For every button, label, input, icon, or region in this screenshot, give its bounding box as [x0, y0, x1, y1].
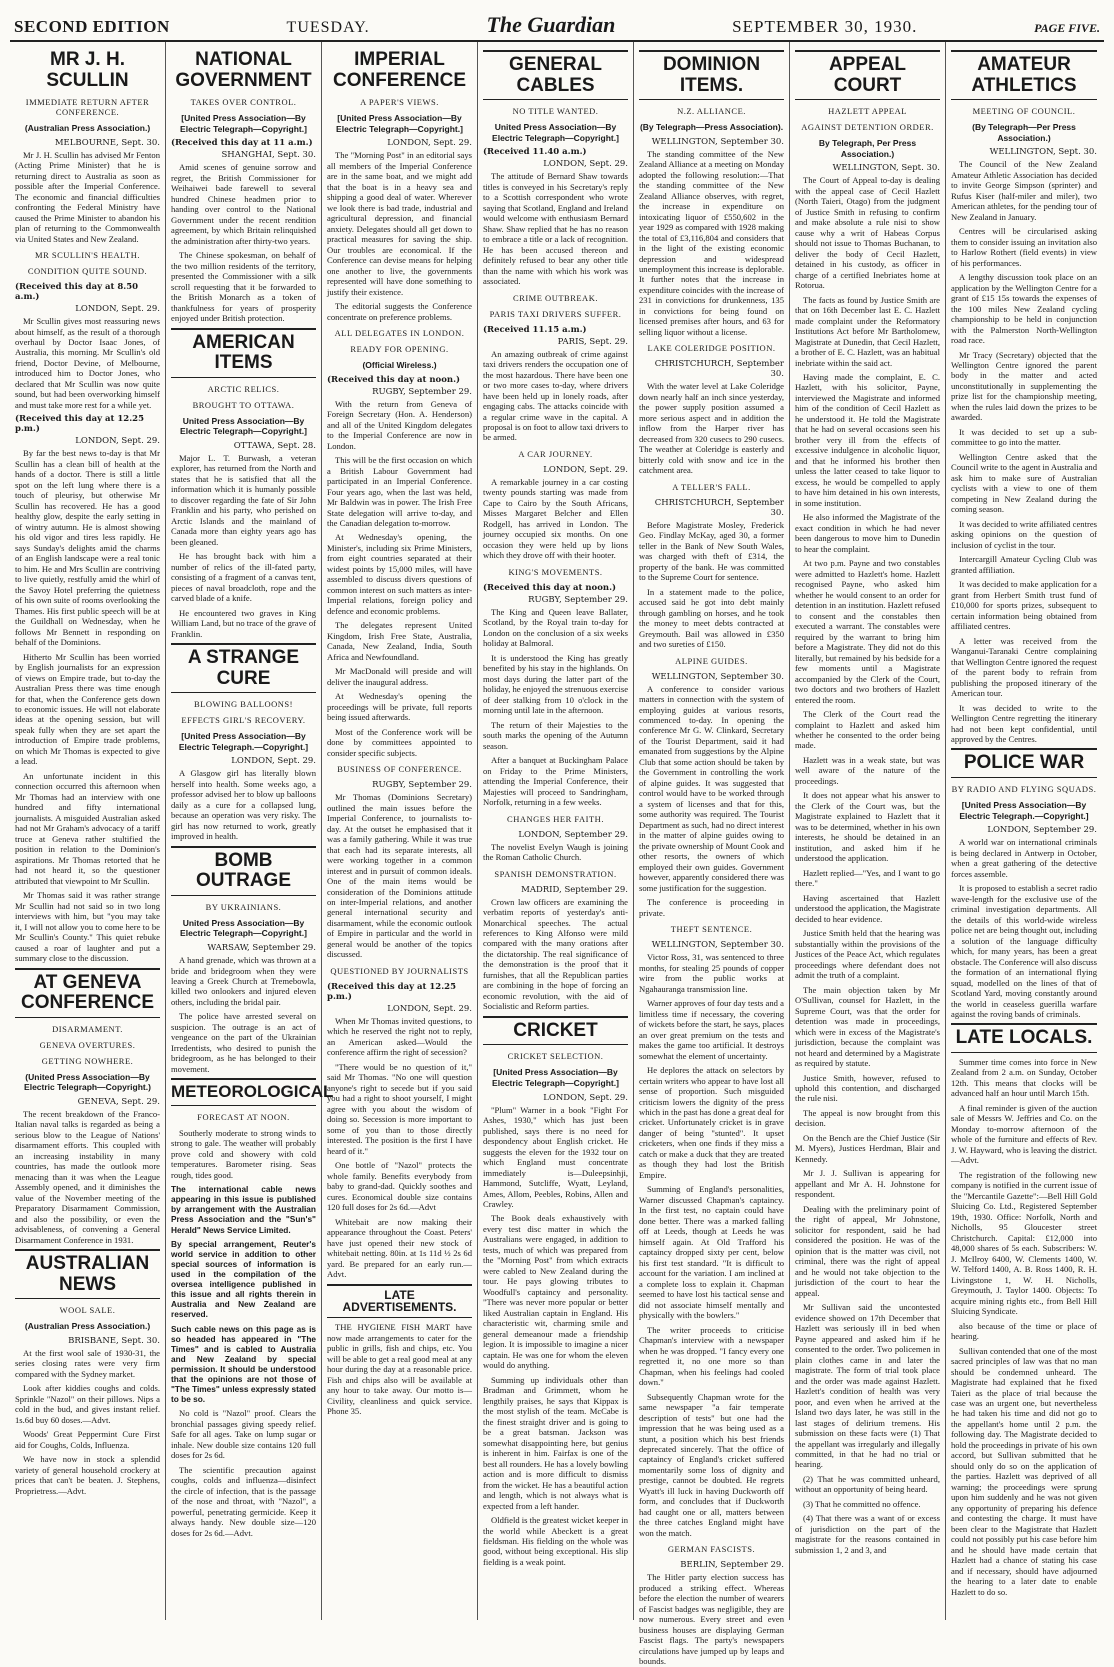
dateline: WELLINGTON, Sept. 30.: [989, 147, 1097, 158]
subhead: KING'S MOVEMENTS.: [508, 566, 603, 577]
paragraph: The return of their Majesties to the south marks the opening of the Autumn season.: [483, 719, 628, 751]
received-note: (Received this day at noon.): [483, 582, 617, 593]
headline-national-government: NATIONAL GOVERNMENT: [175, 49, 312, 91]
paragraph: Amid scenes of genuine sorrow and regret, the British Commissioner for Weihaiwei bade farewell to several hundred Chinese headmen prior to handing over control to the National Government under the recent rendition agreement, by which Britain relinquished the administration after thirty-two years.: [171, 162, 316, 246]
dateline: LONDON, Sept. 29.: [75, 304, 160, 315]
paragraph: The registration of the following new company is notified in the current issue of the "Mercantile Gazette":—Bell Hill Gold Sluicing Co. Ltd., Registered September 19th, 1930. Office: Norfolk, North and Nicholls, 95 Gloucester street Christchurch. Capital: £12,000 into 48,000 shares of 5s each. Subscribers: W. J. McIlroy 6400, W. Clements 1400, W. W. Telford 1400, A. B. Ross 1400, R. H. Livingstone 1, W. H. Nicholls, Greymouth, J. Taylor 1400. Objects: To acquire mining rights etc., from Bell Hill Sluicing Syndicate.: [951, 1169, 1097, 1317]
headline-scullin: MR J. H. SCULLIN: [46, 49, 129, 91]
subhead: BY UKRAINIANS.: [205, 901, 282, 912]
received-note: (Received this day at 8.50 a.m.): [15, 282, 139, 303]
paragraph: also because of the time or place of hearing.: [951, 1320, 1097, 1342]
paragraph: Having ascertained that Hazlett understood the application, the Magistrate decided to hear evidence.: [795, 892, 940, 924]
credit-line: [United Press Association—By Electric Telegraph—Copyright.]: [336, 113, 463, 134]
advertisement: One bottle of "Nazol" protects the whole family. Benefits everybody from baby to grand-dad. Quickly soothes and cures. Economical double size contains 120 full doses for 2s 6d.—Advt: [327, 1160, 472, 1213]
dateline: RUGBY, September 29.: [372, 780, 472, 791]
paragraph: Intercargill Amateur Cycling Club was granted affiliation.: [951, 554, 1097, 575]
paragraph: The delegates represent United Kingdom, Irish Free State, Australia, Canada, New Zealand, India, South Africa and Newfoundland.: [327, 620, 472, 662]
column-1: [10, 42, 166, 1620]
paragraph: The attitude of Bernard Shaw towards titles is conveyed in his Secretary's reply to a Scottish correspondent who wrote saying that Scotland, England and Ireland would welcome with enthusiasm Bernard Shaw. Shaw replied that he has no reason to embrace a title or a lack of recognition. He has been accused thereon and definitely refused to bear any other title than the name with which his work was associated.: [483, 171, 628, 287]
dateline: MELBOURNE, Sept. 30.: [54, 137, 160, 148]
paragraph: (2) That he was committed unheard, without an opportunity of being heard.: [795, 1473, 940, 1495]
notice: Such cable news on this page as is so headed has appeared in "The Times" and is cabled to Australia and New Zealand by special permission. It should be understood that the opinions are not those of "The Times" unless expressly stated to be so.: [171, 1323, 316, 1405]
dateline: WELLINGTON, September 30.: [651, 136, 784, 147]
issue-day: TUESDAY.: [286, 19, 370, 36]
paragraph: Mr Scullin gives most reassuring news about himself, as the result of a thorough overhaul by Doctor Isaac Jones, of Australia, this morning. Mr Scullin's old friend, Doctor Devine, of Melbourne, introduced him to Doctor Jones, who declared that Mr Scullin was now quite sound, but had been overworking himself and must take more rest for a while yet.: [15, 316, 160, 410]
credit-line: (United Press Association—By Electric Telegraph—Copyright.): [24, 1071, 151, 1093]
paragraph: Justice Smith, however, refused to uphold this contention, and discharged the rule nisi.: [795, 1072, 940, 1104]
paragraph: Southerly moderate to strong winds to strong to gale. The weather will probably prove cold and showery with cold temperatures. Barometer rising. Seas rough, tides good.: [171, 1127, 316, 1180]
paragraph: The Clerk of the Court read the complaint to Hazlett and asked him whether he consented to the order being made.: [795, 709, 940, 751]
edition-label: SECOND EDITION: [14, 17, 170, 36]
dateline: PARIS, Sept. 29.: [557, 336, 628, 347]
paragraph: Mr Thomas (Dominions Secretary) outlined the main issues before the Imperial Conference, to journalists to-day. At the outset he emphasised that it was a family gathering. While it was true that each had its separate interests, all were working together in a common interest and in pursuit of common ideals. One of the main items would be consideration of the Dominions attitude on inter-Imperial relations, and another general international security and disarmament, while the economic outlook of Empire in particular and the world in general would be another of the topics discussed.: [327, 792, 472, 960]
column-4: [478, 42, 634, 1620]
subhead: LAKE COLERIDGE POSITION.: [647, 343, 776, 354]
paragraph: The appeal is now brought from this decision.: [795, 1107, 940, 1129]
subhead: MEETING OF COUNCIL.: [972, 106, 1076, 117]
subhead: FORECAST AT NOON.: [197, 1111, 290, 1122]
paragraph: At Wednesday's opening, the Minister's, including six Prime Ministers, from eight countries separated at their widest points by 15,000 miles, will have assembled to discuss divers questions of common interest on such matters as inter-Imperial relations, foreign policy and defence and economic problems.: [327, 532, 472, 616]
credit-line: United Press Association—By Electric Telegraph—Copyright.]: [180, 415, 307, 437]
paragraph: He also informed the Magistrate of the exact condition in which he had never been dangerous to move him to Dunedin to hear the complaint.: [795, 512, 940, 554]
subhead: CRIME OUTBREAK.: [513, 292, 598, 303]
dateline: WELLINGTON, September 30.: [651, 940, 784, 951]
paragraph: Warner approves of four day tests and a limitless time if necessary, the covering of wickets before the start, he says, places an over great premium on the tests and makes the game too artificial. It destroys somewhat the element of uncertainty.: [639, 998, 784, 1061]
paragraph: Hazlett replied—"Yes, and I want to go there.": [795, 867, 940, 889]
paragraph: The police have arrested several on suspicion. The outrage is an act of vengeance on the part of the Ukrainian Irredentists, who desired to punish the bridegroom, as he has belonged to their movement.: [171, 1011, 316, 1074]
paragraph: Crown law officers are examining the verbatim reports of yesterday's anti-Monarchical speeches. The actual references to King Alfonso were mild compared with the many orations after the dictatorship. The real significance of the demonstration is the proof that it furnishes, that all the Republican parties are combining in the hope of forcing an economic revolution, with the aid of Socialistic and Reform parties.: [483, 896, 628, 1012]
paragraph: The "Morning Post" in an editorial says all members of the Imperial Conference are in the same boat, and we might add that the boat is in a heavy sea and shipping a good deal of water. Wherever we look there is bad trade, industrial and agricultural depression, and financial anxiety. Delegates should all get down to practical measures for saving the ship. Our troubles are economical. If the Conference can devise means for helping one another to live, the governments represented will have done something to justify their existence.: [327, 150, 472, 297]
subhead: READY FOR OPENING.: [350, 344, 449, 355]
page-number: PAGE FIVE.: [1034, 21, 1100, 35]
advertisement: Whitebait are now making their appearance throughout the Coast. Peters' have just opened their new stock of whitebait netting. 80in. at 1s 11d ½ 2s 6d yard. Be prepared for an early run.—Advt.: [327, 1216, 472, 1280]
masthead: [10, 8, 1104, 42]
paragraph: The main objection taken by Mr O'Sullivan, counsel for Hazlett, in the Supreme Court, was that the order for detention was made in proceedings, which were in excess of the Magistrate's jurisdiction, because the complaint was not heard and determined by a Magistrate as required by statute.: [795, 984, 940, 1069]
headline-amateur-athletics: AMATEUR ATHLETICS: [951, 50, 1097, 100]
subhead: BY RADIO AND FLYING SQUADS.: [951, 783, 1097, 794]
advertisement: We have now in stock a splendid variety of general household crockery at prices that can't be beaten. J. Stephens, Proprietress.—Advt.: [15, 1454, 160, 1496]
paragraph: Summing up individuals other than Bradman and Grimmett, whom he lengthily praises, he says that Kippax is the most stylish of the team. McCabe is the finest straight driver and is going to be a great batsman. Jackson was somewhat disappointing here, but genius is inherent in him. Fairfax is one of the best all rounders. He has a lovely bowling action and is more difficult to dismiss from the wicket. He has a beautiful action and length, which is not always what is expected from a left hander.: [483, 1374, 628, 1511]
dateline: SHANGHAI, Sept. 30.: [221, 150, 316, 161]
headline-late-locals: LATE LOCALS.: [951, 1023, 1097, 1053]
headline-geneva: AT GENEVA CONFERENCE: [15, 968, 160, 1018]
dateline: LONDON, September 29.: [518, 829, 628, 840]
paragraph: The editorial suggests the Conference concentrate on preference problems.: [327, 301, 472, 322]
paragraph: "Plum" Warner in a book "Fight For Ashes, 1930," which has just been published, says there is no need for despondency about English cricket. He suggests the eleven for the 1932 tour on which England must concentrate immediately is—Duleepsinhji, Hammond, Sutcliffe, Wyatt, Leyland, Ames, Allom, Peebles, Robins, Allen and Crawley.: [483, 1104, 628, 1209]
dateline: RUGBY, September 29.: [528, 594, 628, 605]
paragraph: Mr Tracy (Secretary) objected that the Wellington Centre ignored the parent body in the matter and acted unconstitutionally in supplementing the prize list for the championship meeting, when the rules laid down the prizes to be awarded.: [951, 349, 1097, 423]
paragraph: The Court of Appeal to-day is dealing with the appeal case of Cecil Hazlett (North Taieri, Otago) from the judgment of Justice Smith in refusing to confirm and make absolute a rule nisi to show cause why a writ of Habeas Corpus should not issue to Thomas Buchanan, to deliver the body of Cecil Hazlett, detained in his custody, as officer in charge of a certified Inebriates home at Rotorua.: [795, 175, 940, 291]
paragraph: Mr Thomas said it was rather strange Mr Scullin had not said so in two long interviews with him, but "you may take it, I will not allow you to come here to be Mr Scullin's County." This quiet rebuke caused a roar of laughter and put a summary close to the discussion.: [15, 890, 160, 964]
credit-line: (By Telegraph—Per Press Association.): [972, 122, 1076, 143]
subhead: IMMEDIATE RETURN AFTER CONFERENCE.: [25, 97, 150, 118]
dateline: LONDON, September 29.: [987, 825, 1097, 836]
notice: The international cable news appearing in this issue is published by arrangement with the Australian Press Association and the "Sun's" Herald" News Service Limited.: [171, 1184, 316, 1235]
column-2: [166, 42, 334, 1620]
credit-line: (Australian Press Association.): [24, 1321, 151, 1332]
subhead: ALL DELEGATES IN LONDON.: [334, 328, 465, 339]
credit-line: United Press Association—By Electric Telegraph—Copyright.]: [180, 917, 307, 939]
subhead: MR SCULLIN'S HEALTH.: [35, 250, 140, 261]
advertisement: The scientific precaution against coughs, colds and influenza—disinfect the circle of infection, that is the passage of the nose and throat, with "Nazol", a powerful, penetrating germicide. Keep it always handy. New double size—120 doses for 2s 6d.—Advt.: [171, 1464, 316, 1538]
paragraph: It was decided to write affiliated centres asking opinions on the question of inclusion of cyclist in the tour.: [951, 518, 1097, 550]
dateline: WELLINGTON, September 30.: [651, 671, 784, 682]
credit-line: (Australian Press Association.): [24, 123, 151, 134]
dateline: LONDON, Sept. 29.: [387, 138, 472, 149]
paragraph: Sullivan contended that one of the most sacred principles of law was that no man should be condemned unheard. The Magistrate had explained that he fixed Taieri as the place of trial because the case was an urgent one, but nevertheless he had taken his time and did not go to the appellant's home until 2 p.m. the following day. The Magistrate decided to hold the proceedings in private of his own accord, but Sullivan submitted that he should only do so on the application of the parties. Hazlett was deprived of all warning; the proceedings were sprung upon him suddenly and he was not given any opportunity of preparing his defence and contesting the charge. It must have been clear to the Magistrate that Hazlett could not possibly put his case before him and he should have made certain that Hazlett had a chance of stating his case and if necessary, should have adjourned the hearing to a later date to enable Hazlett to do so.: [951, 1345, 1097, 1597]
paragraph: It was decided to set up a sub-committee to go into the matter.: [951, 426, 1097, 448]
paragraph: The Book deals exhaustively with every test disc matter in which the Australians were engaged, in addition to tests, much of which was prepared from the "Morning Post" from which extracts were cabled to New Zealand during the tour. He pays glowing tributes to Woodfull's captaincy and personality. "There was never more popular or better liked Australian captain in England. His characteristic wit, charming smile and general demeanour made a friendship legion. It is impossible to imagine a nicer captain. He was one for whom the eleven would do anything.: [483, 1213, 628, 1371]
paragraph: With the water level at Lake Coleridge down nearly half an inch since yesterday, the power supply position assumed a more serious aspect and in addition the inflow from the Harper river has decreased from 320 cusecs to 290 cusecs. The weather at Coleridge is easterly and bitterly cold with snow and ice in the catchment area.: [639, 381, 784, 476]
subhead: N.Z. ALLIANCE.: [677, 106, 746, 117]
paragraph: Mr J. H. Scullin has advised Mr Fenton (Acting Prime Minister) that he is returning direct to Australia as soon as possible after the Imperial Conference. The economic and financial difficulties confronting the Federal Ministry have caused the Prime Minister to abandon his plan of returning to the Commonwealth via United States and New Zealand.: [15, 149, 160, 244]
headline-appeal-court: APPEAL COURT: [795, 50, 940, 100]
subhead: ALPINE GUIDES.: [675, 655, 748, 666]
paragraph: It does not appear what his answer to the Clerk of the Court was, but the Magistrate explained to Hazlett that it was to be determined, whether in his own interests, he should be detained in an institution, and asked him if he understood the application.: [795, 790, 940, 864]
advertisement: THE HYGIENE FISH MART have now made arrangements to cater for the public in grills, fish and chips, etc. You will be able to get a real good meal at any hour during the day at a reasonable price. Fish and chips also will be available at any hour to take away. Our motto is—Civility, cleanliness and quick service. Phone 35.: [327, 1322, 472, 1417]
paragraph: It was decided to make application for a grant from Herbert Smith trust fund of £10,000 for sports prizes, subsequent to certain information being obtained from affiliated centres.: [951, 579, 1097, 632]
subhead: GENEVA OVERTURES.: [39, 1039, 136, 1050]
paragraph: The standing committee of the New Zealand Alliance at a meeting on Monday adopted the following resolution:—That the standing committee of the New Zealand Alliance observes, with regret, the increase in expenditure on intoxicating liquor of £550,602 in the year 1929 as compared with 1928 making the total of £3,116,804 and considers that in the light of the existing economic depression and widespread unemployment this increase is deplorable. It further notes that the increase in expenditure coincides with the increase of 231 in convictions for drunkenness, 135 in convictions for being found on licensed premises after hours, and 63 for selling liquor without a license.: [639, 148, 784, 337]
paragraph: The writer proceeds to criticise Chapman's interview with a newspaper when he was dropped. "I fancy every one regretted it, no one more so than Chapman, when his feelings had cooled down.": [639, 1324, 784, 1388]
paragraph: A final reminder is given of the auction sale of Messrs W. Jeffries and Co. on the Monday to-morrow afternoon of the whole of the furniture and effects of Rev. J. W. Hayward, who is leaving the district.—Advt.: [951, 1102, 1097, 1166]
dateline: RUGBY, September 29.: [372, 386, 472, 397]
advertisement: Woods' Great Peppermint Cure First aid for Coughs, Colds, Influenza.: [15, 1429, 160, 1450]
paragraph: At Wednesday's opening the proceedings will be private, full reports being issued afterwards.: [327, 691, 472, 723]
subhead: THEFT SENTENCE.: [670, 924, 753, 935]
dateline: LONDON, Sept. 29.: [387, 1003, 472, 1014]
paragraph: At the first wool sale of 1930-31, the series closing rates were very firm compared with the Sydney market.: [15, 1347, 160, 1379]
paragraph: It is understood the King has greatly benefited by his stay in the highlands. On most days during the latter part of the holiday, he enjoyed the strenuous exercise of deer stalking from 10 o'clock in the morning until late in the afternoon.: [483, 652, 629, 716]
dateline: LONDON, Sept. 29.: [543, 464, 628, 475]
subhead: CONDITION QUITE SOUND.: [27, 266, 148, 277]
paragraph: With the return from Geneva of Foreign Secretary (Hon. A. Henderson) and all of the United Kingdom delegates to the Imperial Conference are now in London.: [327, 398, 472, 451]
paragraph: Mr MacDonald will preside and will deliver the inaugural address.: [327, 666, 472, 687]
paragraph: The novelist Evelyn Waugh is joining the Roman Catholic Church.: [483, 841, 628, 863]
issue-date: SEPTEMBER 30, 1930.: [732, 17, 918, 36]
paragraph: Oldfield is the greatest wicket keeper in the world while Abeckett is a great fieldsman. His fielding on the whole was good, without being exceptional. His slip fielding is a weak point.: [483, 1515, 628, 1567]
paragraph: A letter was received from the Wanganui-Taranaki Centre complaining that Wellington Centre ignored the request of the parent body to refrain from publishing the proposed itinerary of the American tour.: [951, 635, 1097, 699]
subhead: BLOWING BALLOONS!: [194, 699, 293, 710]
received-note: (Received 11.15 a.m.): [483, 324, 587, 335]
paragraph: Mr J. J. Sullivan is appearing for appellant and Mr A. H. Johnstone for respondent.: [795, 1168, 940, 1200]
paragraph: The Chinese spokesman, on behalf of the two million residents of the territory, presented the Commissioner with a silk scroll requesting that it be forwarded to the British Monarch as a token of thankfulness for years of prosperity enjoyed under British protection.: [171, 250, 316, 324]
dateline: LONDON, Sept. 29.: [231, 756, 316, 767]
paragraph: Centres will be circularised asking them to consider issuing an invitation also to Harlow Rothert (field events) in view of his performances.: [951, 226, 1097, 268]
headline-police-war: POLICE WAR: [951, 748, 1097, 778]
advertisement: No cold is "Nazol" proof. Clears the bronchial passages giving speedy relief. Safe for all ages. Take on lump sugar or inhale. New double size contains 120 full doses for 2s 6d.: [171, 1408, 316, 1461]
notice: By special arrangement, Reuter's world service in addition to other special sources of information is used in the compilation of the oversea intelligence published in this issue and all rights therein in Australia and New Zealand are reserved.: [171, 1238, 316, 1320]
headline-australian-news: AUSTRALIAN NEWS: [15, 1249, 160, 1299]
subhead: A TELLER'S FALL.: [672, 481, 751, 492]
paragraph: (3) That he committed no offence.: [803, 1498, 921, 1509]
paragraph: He has brought back with him a number of relics of the ill-fated party, consisting of a fragment of a canvas tent, pieces of naval broadcloth, rope and the carved blade of a knife.: [171, 551, 316, 604]
credit-line: (Official Wireless.): [362, 360, 437, 371]
subhead: SPANISH DEMONSTRATION.: [494, 868, 617, 879]
paragraph: An amazing outbreak of crime against taxi drivers renders the occupation one of the most hazardous. There have been one or two more cases to-day, where drivers have been held up in lonely roads, after engaging cabs. The attacks coincide with a regular crime wave in the capital. A proposal is on foot to allow taxi drivers to be armed.: [483, 348, 628, 443]
paragraph: Summing of England's personalities, Warner discussed Chapman's captaincy. In the first test, no captain could have done better. There was a marked falling off at Leeds, though at Leeds he was himself again. At Old Trafford his captaincy dropped sixty per cent, below his first test standard. "It is difficult to account for the variation. I am inclined at a complete loss to explain it. Chapman seemed to have lost his tactical sense and did not associate himself mentally and physically with the bowlers.": [639, 1184, 784, 1321]
paragraph: Major L. T. Burwash, a veteran explorer, has returned from the North and states that he is satisfied that all the information which it is humanly possible to discover regarding the fate of Sir John Franklin and his party, who perished on Arctic Islands and the mainland of Canada more than eighty years ago has been gleaned.: [171, 452, 316, 547]
dateline: LONDON, Sept. 29.: [543, 1092, 628, 1103]
received-note: (Received this day at 11 a.m.): [171, 138, 313, 149]
paragraph: At two p.m. Payne and two constables were admitted to Hazlett's home. Hazlett recognised Payne, who asked him whether he would consent to an order for detention in an institution. Hazlett refused to consent and the constables then executed a warrant. The constables were required by the warrant to bring him before a Magistrate. They did not do this literally, but remained by his bedside for a few moments until a Magistrate accompanied by the Clerk of the Court, two doctors and two brothers of Hazlett entered the room.: [795, 558, 941, 705]
subhead: A CAR JOURNEY.: [518, 448, 593, 459]
paragraph: Subsequently Chapman wrote for the same newspaper "a fair temperate description of tests" but one had the impression that he was being used as a stunt, a position which his best friends deprecated sincerely. That the office of captaincy of England's cricket suffered momentarily some loss of dignity and prestige, cannot be doubted. He regrets Wyatt's ill luck in having Duckworth off form, and concludes that if Duckworth had caught one or all, matters between the three catches England might have won the match.: [639, 1391, 784, 1538]
paragraph: A hand grenade, which was thrown at a bride and bridegroom when they were leaving a Greek Church at Tremebowla, killed two onlookers and injured eleven others, including the bridal pair.: [171, 955, 316, 1007]
paragraph: Mr Sullivan said the uncontested evidence showed on 17th December that Hazlett was seriously ill in bed when Payne appeared and asked him if he consented to the order. Two policemen in plain clothes came in and later the magistrate. The form of trial took place and the order was made against Hazlett. Hazlett's condition of health was very poor, and even when he arrived at the Island two days later, he was still in the last stages of delirium tremens. His submission on these facts were (1) That the appellant was irregularly and illegally committed, in that he had no trial or hearing.: [795, 1302, 940, 1470]
paragraph: Victor Ross, 31, was sentenced to three months, for stealing 25 pounds of copper wire from the public works at Ngahauranga transmission line.: [639, 952, 784, 994]
paragraph: Wellington Centre asked that the Council write to the agent in Australia and ask him to make sure of Australian cyclists with a view to one of them competing in New Zealand during the coming season.: [951, 451, 1097, 515]
paragraph: (4) That there was a want of or excess of jurisdiction on the part of the magistrate for the reasons contained in submission 1, 2 and 3, and: [795, 1513, 940, 1555]
subhead: PARIS TAXI DRIVERS SUFFER.: [489, 308, 622, 319]
newspaper-title: The Guardian: [486, 12, 616, 37]
paragraph: A world war on international criminals is being declared in Antwerp in October, when a great gathering of the detective forces assemble.: [951, 837, 1097, 879]
column-5: [634, 42, 790, 1667]
subhead: AGAINST DETENTION ORDER.: [801, 122, 934, 133]
subhead: BROUGHT TO OTTAWA.: [192, 399, 295, 410]
dateline: CHRISTCHURCH, September 30.: [654, 359, 784, 380]
paragraph: A conference to consider various matters in connection with the system of employing guides at various resorts, commenced to-day. In opening the conference Mr G. W. Clinkard, Secretary of the Tourist Department, said it had emanated from suggestions by the Alpine Club that some action should be taken by the Government in controlling the work of alpine guides. It was suggested that control would have to be worked through a system of licenses and that for this, some authority was required. The Tourist Department as such, had no direct interest in the matter of alpine guides owing to the private ownership of Mount Cook and other resorts, the owners of which employed their own guides. Government however, apparently considered there was some justification for the suggestion.: [639, 683, 784, 893]
subhead: WOOL SALE.: [59, 1305, 116, 1316]
headline-general-cables: GENERAL CABLES: [483, 50, 628, 100]
received-note: (Received 11.40 a.m.): [483, 147, 587, 158]
paragraph: Having made the complaint, E. C. Hazlett, with his solicitor, Payne, interviewed the Magistrate and informed him of the condition of Cecil Hazlett as he understood it. He told the Magistrate that he had on several occasions seen his brother very ill from the effects of excessive indulgence in alcoholic liquor, and that he informed his brother then unless the latter ceased to take liquor to excess, he would be compelled to apply to have him detained in his own interests, in some institution.: [795, 372, 940, 508]
subhead: DISARMAMENT.: [52, 1023, 123, 1034]
paragraph: He deplores the attack on selectors by certain writers who appear to have lost all sense of proportion. Such misguided criticism lowers the dignity of the press which in the past has done a great deal for cricket. Unfortunately cricket is in grave danger of being "stunted". It upset cricketers, when one finds if they miss a catch or make a duck that they are treated as though they had lost the British Empire.: [639, 1065, 784, 1180]
paragraph: Most of the Conference work will be done by committees appointed to consider specific subjects.: [327, 726, 472, 758]
dateline: WARSAW, September 29.: [207, 943, 316, 954]
headline-cricket: CRICKET: [483, 1016, 628, 1046]
dateline: LONDON, Sept. 29.: [543, 159, 628, 170]
dateline: BRISBANE, Sept. 30.: [68, 1335, 160, 1346]
paragraph: A remarkable journey in a car costing twenty pounds starting was made from Cape to Cairo by the South Africans, Misses Margaret Belcher and Ellen Rodgell, has arrived in London. The journey occupied six months. On one occasion they were held up by lions which they drove off with their hooter.: [483, 476, 628, 561]
paragraph: It is proposed to establish a secret radio wave-length for the exclusive use of the criminal investigation departments. All the details of this world-wide wireless police net are being thought out, including a solution of the language difficulty which, for many years, has been a great obstacle. The Conference will also discuss the formation of an international flying squad, modelled on the lines of that of Scotland Yard, moving constantly around the world in ceaseless guerilla warfare against the roving bands of criminals.: [951, 883, 1097, 1019]
paragraph: It was decided to write to the Wellington Centre regretting the itinerary had not been kept confidential, until approved by the Centres.: [951, 702, 1097, 744]
column-3: [322, 42, 478, 1620]
subhead: ARCTIC RELICS.: [207, 383, 280, 394]
column-6: [790, 42, 946, 1620]
headline-late-advertisements: LATE ADVERTISEMENTS.: [327, 1284, 472, 1319]
subhead: GETTING NOWHERE.: [41, 1055, 134, 1066]
paragraph: Hitherto Mr Scullin has been worried by English journalists for an expression of views on Empire trade, but to-day the Australian Press there was time enough for that, when the Conference gets down to economic issues. He will not elaborate ideas at the opening session, but will speak fully when they are set apart the introduction of Empire trade problems, on which Mr Thomas is expected to give a lead.: [15, 651, 160, 767]
paragraph: After a banquet at Buckingham Palace on Friday to the Prime Ministers, attending the Imperial Conference, their Majesties will proceed to Sandringham, Norfolk, returning in a few weeks.: [483, 755, 628, 808]
credit-line: [United Press Association—By Electric Telegraph—Copyright.]: [492, 1067, 619, 1088]
paragraph: The facts as found by Justice Smith are that on 16th December last E. C. Hazlett made complaint under the Reformatory Institutions Act before Mr Bartholomew, Magistrate at Dunedin, that Cecil Hazlett, a brother of E. C. Hazlett, was an habitual inebriate within the said act.: [795, 294, 940, 368]
dateline: WELLINGTON, Sept. 30.: [832, 163, 940, 174]
credit-line: (By Telegraph—Press Association).: [639, 122, 784, 133]
headline-meteorological: METEOROLOGICAL: [171, 1078, 316, 1105]
paragraph: Justice Smith held that the hearing was substantially within the provisions of the Justices of the Peace Act, which regulates proceedings where defendant does not admit the truth of a complaint.: [795, 928, 940, 981]
dateline: LONDON, Sept. 29.: [75, 436, 160, 447]
subhead: CHANGES HER FAITH.: [507, 813, 604, 824]
credit-line: By Telegraph, Per Press Association.): [818, 138, 917, 159]
paragraph: This will be the first occasion on which a British Labour Government had participated in an Imperial Conference. Four years ago, when the last was held, Mr Baldwin was in power. The Irish Free State delegation will arrive to-day, and the Canadian delegation to-morrow.: [327, 455, 472, 528]
paragraph: A lengthy discussion took place on an application by the Wellington Centre for a grant of £15 15s towards the expenses of the 100 miles New Zealand cycling championship to be held in conjunction with the Palmerston North-Wellington road race.: [951, 272, 1097, 346]
paragraph: An unfortunate incident in this connection occurred this afternoon when Mr Thomas had an interview with one hundred and fifty international journalists. A misguided Australian asked had not Mr Graham's advocacy of a tariff truce at Geneva rather stultified the position in relation to the Dominion's aspirations. Mr Thomas retorted that he had not heard it, so the questioner attributed that viewpoint to Mr Scullin.: [15, 770, 160, 886]
paragraph: By far the best news to-day is that Mr Scullin has a clean bill of health at the hands of a doctor. There is still a little spot on the left lung where there is a touch of pleurisy, but otherwise Mr Scullin has recovered. He has a good healthy glow, despite the early setting in of wintry autumn. He is almost showing his old vigor and tires less rapidly. He says Sunday's delights amid the charms of an English landscape were a real tonic to him. He and Mrs Scullin are contriving to live quietly, restfully amid the whirl of the Savoy Hotel preferring the quietness of his own suite of rooms overlooking the Thames. His first public speech will be at the Guildhall on Wednesday, when he follows Mr Bennett in responding on behalf of the Dominions.: [15, 448, 160, 648]
subhead: GERMAN FASCISTS.: [667, 1544, 756, 1555]
dateline: CHRISTCHURCH, September 30.: [654, 497, 784, 518]
subhead: CRICKET SELECTION.: [507, 1051, 604, 1062]
dateline: MADRID, September 29.: [521, 884, 628, 895]
paragraph: On the Bench are the Chief Justice (Sir M. Myers), Justices Herdman, Blair and Kennedy.: [795, 1132, 940, 1164]
headline-imperial-conference: IMPERIAL CONFERENCE: [332, 49, 466, 91]
paragraph: The Hitler party election success has produced a striking effect. Whereas before the election the number of wearers of Fascist badges was negligible, they are now numerous. Every street and even business houses are displaying German Fascist flags. The party's newspapers circulations have jumped up by leaps and bounds.: [639, 1572, 784, 1667]
received-note: (Received this day at 12.25 p.m.): [327, 981, 456, 1002]
headline-american-items: AMERICAN ITEMS: [171, 328, 316, 378]
columns: [10, 42, 1104, 1667]
headline-strange-cure: A STRANGE CURE: [171, 643, 316, 693]
paragraph: He encountered two graves in King William Land, but no trace of the grave of Franklin.: [171, 607, 316, 639]
received-note: (Received this day at noon.): [327, 374, 461, 385]
dateline: BERLIN, September 29.: [680, 1560, 784, 1571]
advertisement: Look after kiddies coughs and colds. Sprinkle "Nazol" on their pillows. Nips a cold in the bud, and gives instant relief. 1s.6d buy 60 doses.—Advt.: [15, 1383, 160, 1425]
subhead: BUSINESS OF CONFERENCE.: [337, 764, 462, 775]
paragraph: In a statement made to the police, accused said he got into debt mainly through gambling on horses, and he took the money to meet debts contracted at Greymouth. Bail was allowed in £350 and two sureties of £150.: [639, 586, 784, 650]
paragraph: Before Magistrate Mosley, Frederick Geo. Findlay McKay, aged 30, a former teller in the Bank of New South Wales, was charged with theft of £314, the property of the bank. He was committed to the Supreme Court for sentence.: [639, 519, 784, 583]
credit-line: [United Press Association—By Electric Telegraph.—Copyright.]: [178, 731, 309, 752]
headline-bomb-outrage: BOMB OUTRAGE: [171, 846, 316, 896]
dateline: OTTAWA, Sept. 28.: [233, 440, 316, 451]
dateline: GENEVA, Sept. 29.: [77, 1096, 160, 1107]
paragraph: A Glasgow girl has literally blown herself into health. Some weeks ago, a professor advised her to blow up balloons daily as a cure for a collapsed lung, because an operation was very risky. The girl has now returned to work, greatly improved in health.: [171, 768, 316, 842]
subhead: TAKES OVER CONTROL.: [190, 97, 297, 108]
received-note: (Received this day at 12.25 p.m.): [15, 414, 144, 435]
paragraph: The Council of the New Zealand Amateur Athletic Association has decided to invite George Simpson (sprinter) and Rufus Kiser (half-miler and miler), two American athletes, for the pending tour of New Zealand in January.: [951, 159, 1097, 222]
subhead: HAZLETT APPEAL: [828, 106, 907, 117]
paragraph: The recent breakdown of the Franco-Italian naval talks is regarded as being a serious blow to the League of Nations' disarmament efforts. This coupled with an increasing instability in many countries, has made the outlook more menacing than it was when the League Assembly opened, and it diminishes the value of the November meeting of the Preparatory Disarmament Commission, and also the possibility, or even the advisableness, of convening a General Disarmament Conference in 1931.: [15, 1108, 160, 1245]
headline-dominion-items: DOMINION ITEMS.: [639, 50, 784, 100]
subhead: NO TITLE WANTED.: [512, 106, 599, 117]
paragraph: Dealing with the preliminary point of the right of appeal, Mr Johnstone, solicitor for respondent, said he had considered the position. He was of the opinion that is the matter was civil, not criminal, there was the right of appeal and he would not take objection to the jurisdiction of the court to hear the appeal.: [795, 1203, 940, 1298]
paragraph: "There would be no question of it," said Mr Thomas. "No one will question anyone's right to secede but if you said you had a right to shoot yourself, I might agree with you about the wisdom of doing so. Secession is more important to some of you than to those directly interested. The position is the first I have heard of it.": [327, 1061, 472, 1156]
paragraph: Hazlett was in a weak state, but was well aware of the nature of the proceedings.: [795, 754, 940, 786]
subhead: QUESTIONED BY JOURNALISTS: [330, 965, 469, 976]
credit-line: [United Press Association—By Electric Telegraph.—Copyright.]: [959, 799, 1089, 821]
credit-line: [United Press Association—By Electric Telegraph—Copyright.]: [180, 113, 307, 134]
paragraph: The conference is proceeding in private.: [639, 897, 784, 918]
credit-line: United Press Association—By Electric Telegraph—Copyright.]: [492, 122, 619, 143]
subhead: EFFECTS GIRL'S RECOVERY.: [181, 715, 306, 726]
paragraph: The King and Queen leave Ballater, Scotland, by the Royal train to-day for London on the conclusion of a six weeks holiday at Balmoral.: [483, 606, 628, 649]
column-7: [946, 42, 1102, 1620]
paragraph: When Mr Thomas invited questions, to which he reserved the right not to reply, an American asked—Would the conference affirm the right of secession?: [327, 1015, 472, 1058]
subhead: A PAPER'S VIEWS.: [360, 97, 439, 108]
paragraph: Summer time comes into force in New Zealand from 2 a.m. on Sunday, October 12th. This means that clocks will be advanced half an hour until March 15th.: [951, 1056, 1097, 1099]
